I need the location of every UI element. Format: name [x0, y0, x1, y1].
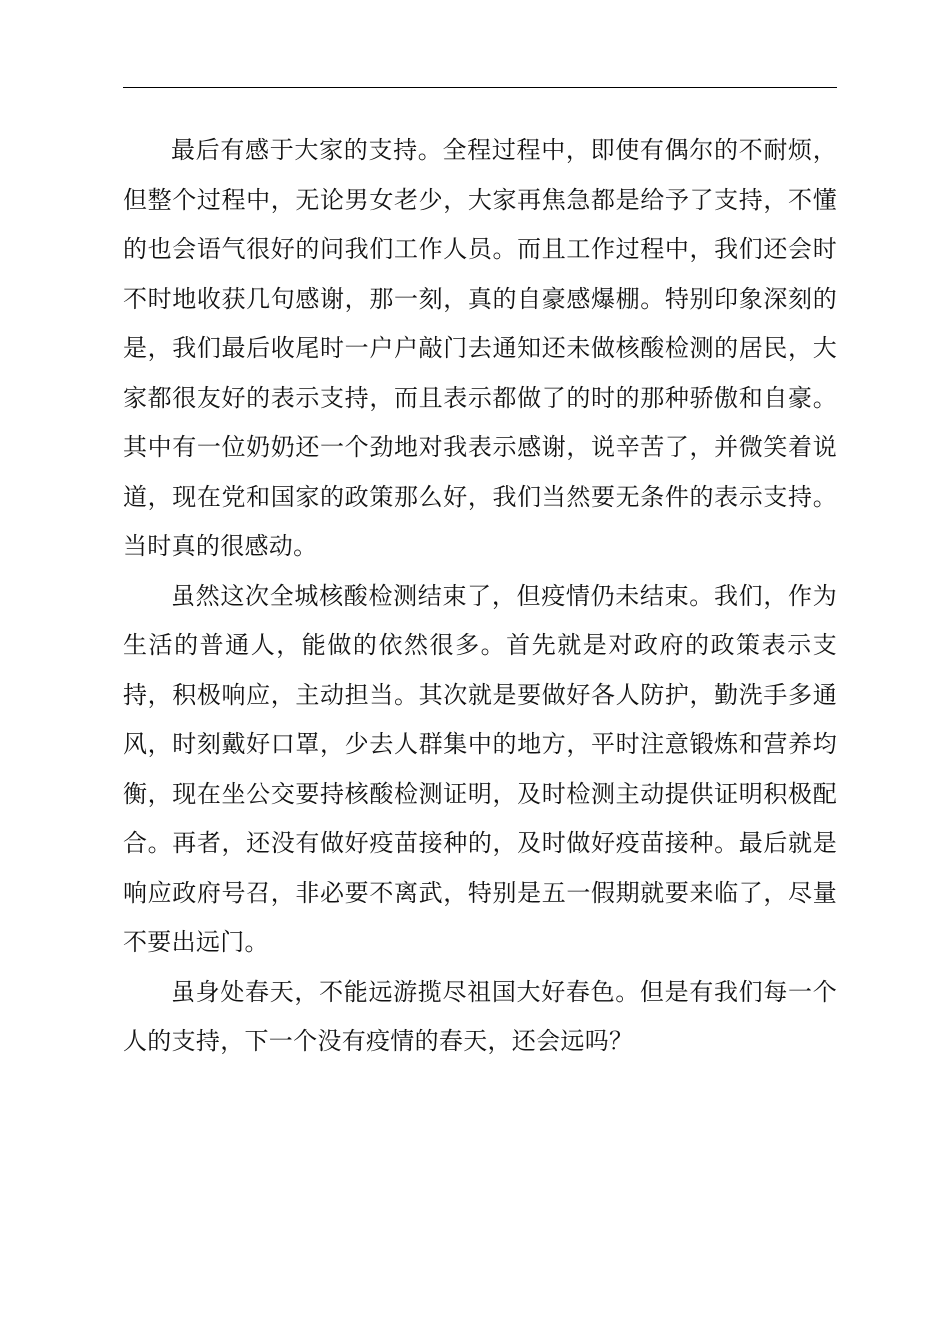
paragraph-3: 虽身处春天，不能远游揽尽祖国大好春色。但是有我们每一个人的支持，下一个没有疫情的春天，还会远吗？ [123, 977, 837, 1055]
header-rule [123, 87, 837, 88]
document-body [123, 126, 837, 1067]
paragraph-2: 虽然这次全城核酸检测结束了，但疫情仍未结束。我们，作为生活的普通人，能做的依然很多。首先就是对政府的政策表示支持，积极响应，主动担当。其次就是要做好各人防护，勤洗手多通风，时刻戴好口罩，少去人群集中的地方，平时注意锻炼和营养均衡，现在坐公交要持核酸检测证明，及时检测主动提供证明积极配合。再者，还没有做好疫苗接种的，及时做好疫苗接种。最后就是响应政府号召，非必要不离武，特别是五一假期就要来临了，尽量不要出远门。 [123, 581, 837, 956]
paragraph-1: 最后有感于大家的支持。全程过程中，即使有偶尔的不耐烦，但整个过程中，无论男女老少，大家再焦急都是给予了支持，不懂的也会语气很好的问我们工作人员。而且工作过程中，我们还会时不时地收获几句感谢，那一刻，真的自豪感爆棚。特别印象深刻的是，我们最后收尾时一户户敲门去通知还未做核酸检测的居民，大家都很友好的表示支持，而且表示都做了的时的那种骄傲和自豪。其中有一位奶奶还一个劲地对我表示感谢，说辛苦了，并微笑着说道，现在党和国家的政策那么好，我们当然要无条件的表示支持。当时真的很感动。 [123, 136, 837, 560]
